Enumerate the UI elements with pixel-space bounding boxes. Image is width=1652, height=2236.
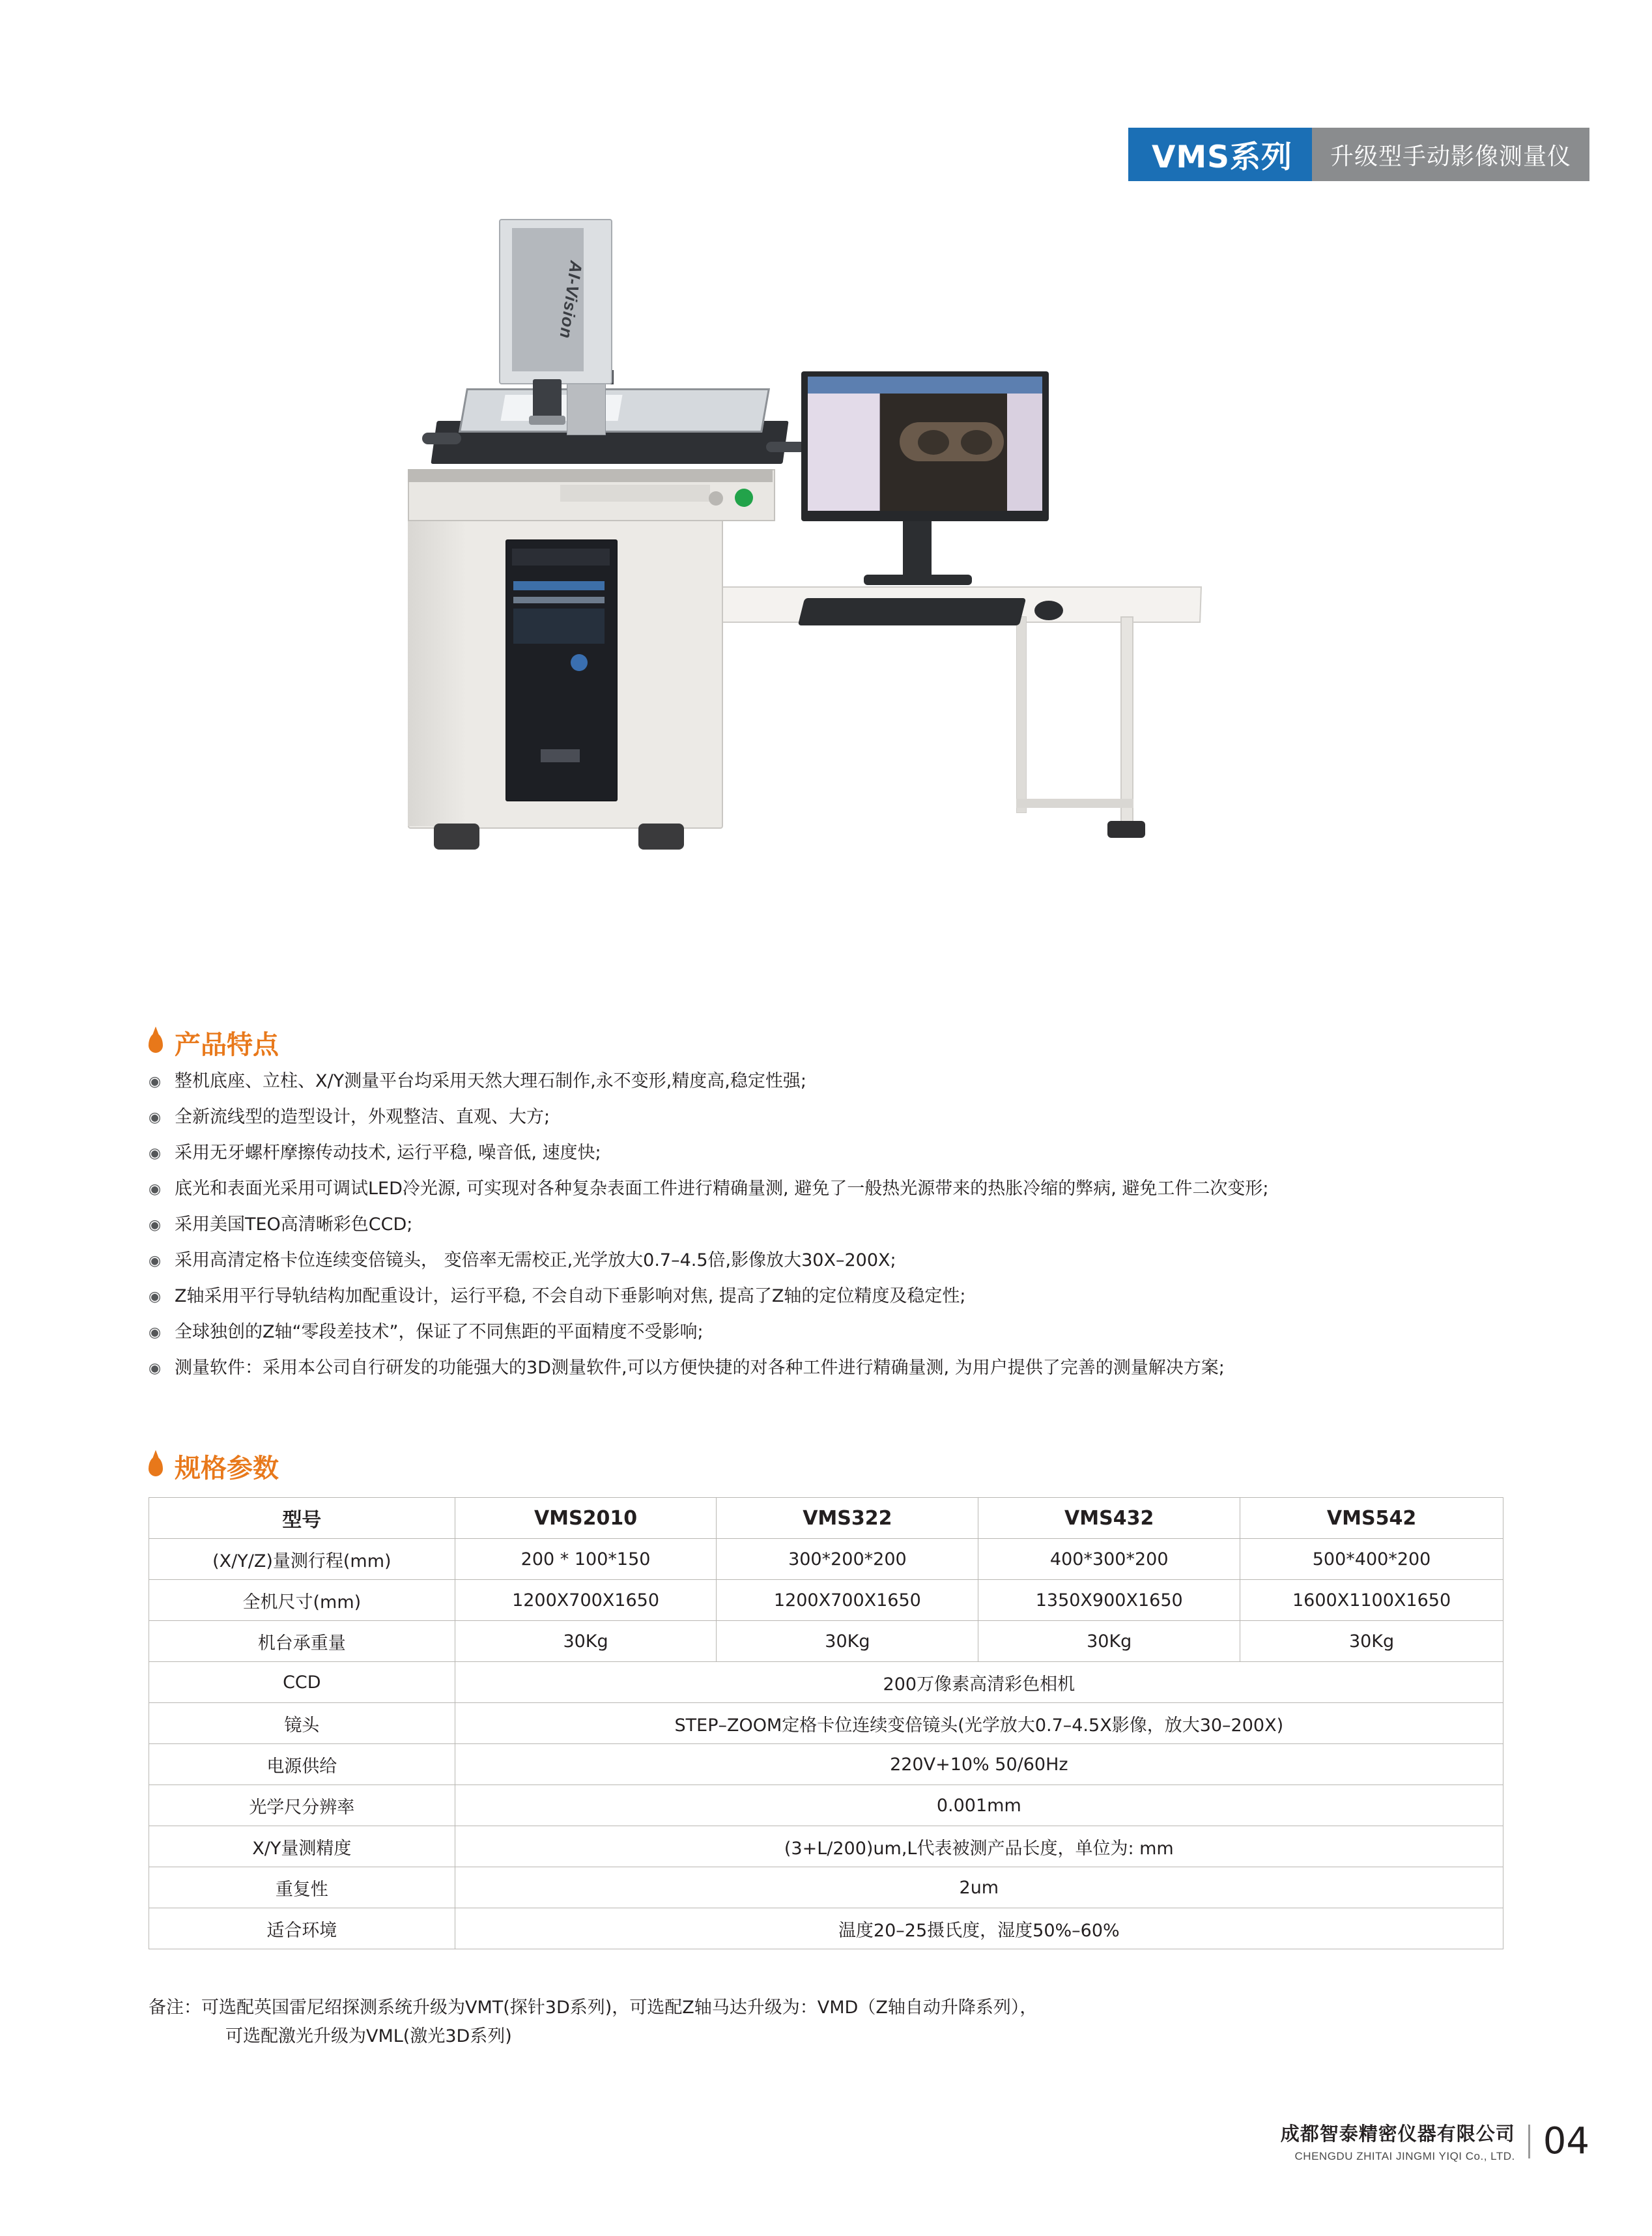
spec-note — [149, 1994, 1517, 2051]
machine-base-label — [560, 485, 710, 502]
cell-value: 220V+10% 50/60Hz — [455, 1744, 1503, 1785]
spec-note-line-2: 可选配激光升级为VML(激光3D系列) — [225, 2026, 512, 2046]
table-row — [149, 1621, 1503, 1662]
cell-value: 1350X900X1650 — [978, 1580, 1240, 1621]
cabinet-foot-right — [638, 824, 684, 850]
table-row — [149, 1826, 1503, 1867]
table-row — [149, 1867, 1503, 1908]
feature-text: Z轴采用平行导轨结构加配重设计，运行平稳, 不会自动下垂影响对焦, 提高了Z轴的定位精度及稳定性; — [175, 1286, 966, 1306]
feature-text: 底光和表面光采用可调试LED冷光源, 可实现对各种复杂表面工件进行精确量测, 避免了一般热光源带来的热胀冷缩的弊病, 避免工件二次变形; — [175, 1179, 1269, 1199]
pc-front-strip-2 — [513, 597, 605, 603]
machine-power-button — [735, 489, 753, 507]
product-photo — [352, 208, 1277, 951]
list-item — [149, 1212, 1530, 1238]
cell-value: 30Kg — [455, 1621, 717, 1662]
cell-value: 温度20–25摄氏度，湿度50%–60% — [455, 1908, 1503, 1949]
spec-note-line-1: 备注：可选配英国雷尼绍探测系统升级为VMT(探针3D系列)，可选配Z轴马达升级为：VMD（Z轴自动升降系列）， — [149, 1998, 1038, 2018]
row-label: 重复性 — [149, 1867, 455, 1908]
bullet-icon: ◉ — [149, 1181, 162, 1197]
machine-brand-text: AI-Vision — [556, 259, 586, 340]
table-row — [149, 1785, 1503, 1826]
spec-table — [149, 1497, 1503, 1949]
feature-text: 测量软件：采用本公司自行研发的功能强大的3D测量软件,可以方便快捷的对各种工件进行精确量测, 为用户提供了完善的测量解决方案; — [175, 1358, 1225, 1378]
table-row — [149, 1703, 1503, 1744]
droplet-icon — [149, 1033, 163, 1053]
list-item — [149, 1068, 1530, 1095]
cell-value: 30Kg — [978, 1621, 1240, 1662]
table-row — [149, 1580, 1503, 1621]
bullet-icon: ◉ — [149, 1288, 162, 1304]
cabinet-shading — [408, 513, 466, 826]
pc-front-strip — [513, 581, 605, 590]
pc-logo — [541, 749, 580, 762]
bullet-icon: ◉ — [149, 1145, 162, 1161]
lens-ring — [529, 416, 565, 425]
cell-value: 30Kg — [717, 1621, 978, 1662]
list-item — [149, 1355, 1530, 1381]
stage-handwheel-left — [422, 433, 461, 444]
desk-rail — [1016, 799, 1133, 808]
cell-value: 500*400*200 — [1240, 1539, 1503, 1580]
company-block — [1281, 2119, 1515, 2163]
pc-front-vent — [513, 609, 605, 644]
column-header: VMS322 — [717, 1498, 978, 1539]
features-section-heading — [149, 1024, 279, 1061]
software-body — [808, 394, 1042, 511]
cell-value: 200 * 100*150 — [455, 1539, 717, 1580]
list-item — [149, 1248, 1530, 1274]
row-label: 电源供给 — [149, 1744, 455, 1785]
list-item — [149, 1140, 1530, 1166]
list-item — [149, 1319, 1530, 1345]
software-image-view — [880, 394, 1007, 511]
software-right-panel — [1007, 394, 1042, 511]
desk-foot — [1107, 821, 1145, 838]
cell-value: 400*300*200 — [978, 1539, 1240, 1580]
bullet-icon: ◉ — [149, 1324, 162, 1340]
cabinet-foot-left — [434, 824, 479, 850]
footer-divider — [1528, 2125, 1530, 2158]
list-item — [149, 1283, 1530, 1310]
row-label: (X/Y/Z)量测行程(mm) — [149, 1539, 455, 1580]
monitor-screen — [808, 377, 1042, 511]
feature-text: 采用高清定格卡位连续变倍镜头， 变倍率无需校正,光学放大0.7–4.5倍,影像放大30X–200X; — [175, 1250, 896, 1270]
software-left-panel — [808, 394, 880, 511]
row-label: 适合环境 — [149, 1908, 455, 1949]
cell-value: 1600X1100X1650 — [1240, 1580, 1503, 1621]
feature-text: 采用美国TEO高清晰彩色CCD; — [175, 1214, 413, 1235]
desk-leg-inner — [1016, 616, 1027, 813]
table-row — [149, 1908, 1503, 1949]
bullet-icon: ◉ — [149, 1109, 162, 1125]
specs-section-heading — [149, 1448, 279, 1485]
list-item — [149, 1176, 1530, 1202]
workpiece-hole-right — [961, 430, 992, 455]
cell-value: 0.001mm — [455, 1785, 1503, 1826]
cell-value: 200万像素高清彩色相机 — [455, 1662, 1503, 1703]
cell-value: 1200X700X1650 — [455, 1580, 717, 1621]
series-title: VMS系列 — [1128, 128, 1312, 181]
droplet-icon — [149, 1457, 163, 1476]
specs-title: 规格参数 — [175, 1454, 279, 1484]
mouse — [1034, 601, 1063, 620]
features-title: 产品特点 — [175, 1030, 279, 1060]
table-row — [149, 1744, 1503, 1785]
table-row — [149, 1539, 1503, 1580]
row-label: 全机尺寸(mm) — [149, 1580, 455, 1621]
pc-drive-bay — [512, 549, 610, 566]
page-footer — [1281, 2119, 1589, 2163]
features-list — [149, 1068, 1530, 1391]
company-name-en: CHENGDU ZHITAI JINGMI YIQI Co., LTD. — [1294, 2150, 1515, 2162]
software-toolbar — [808, 377, 1042, 394]
machine-base-edge — [408, 469, 773, 482]
bullet-icon: ◉ — [149, 1216, 162, 1233]
bullet-icon: ◉ — [149, 1252, 162, 1268]
machine-button-gray — [709, 491, 723, 506]
table-row — [149, 1662, 1503, 1703]
feature-text: 全新流线型的造型设计，外观整洁、直观、大方; — [175, 1107, 550, 1127]
header-banner — [1128, 128, 1589, 181]
page-number: 04 — [1543, 2120, 1589, 2162]
company-name-cn: 成都智泰精密仪器有限公司 — [1280, 2123, 1515, 2145]
monitor-base — [864, 575, 972, 585]
list-item — [149, 1104, 1530, 1130]
desk-leg-outer — [1120, 616, 1133, 827]
row-label: 光学尺分辨率 — [149, 1785, 455, 1826]
column-header: VMS432 — [978, 1498, 1240, 1539]
feature-text: 采用无牙螺杆摩擦传动技术, 运行平稳, 噪音低, 速度快; — [175, 1143, 601, 1163]
row-label: CCD — [149, 1662, 455, 1703]
cell-value: (3+L/200)um,L代表被测产品长度，单位为: mm — [455, 1826, 1503, 1867]
cell-value: 300*200*200 — [717, 1539, 978, 1580]
row-label: 镜头 — [149, 1703, 455, 1744]
column-header: 型号 — [149, 1498, 455, 1539]
column-header: VMS542 — [1240, 1498, 1503, 1539]
feature-text: 整机底座、立柱、X/Y测量平台均采用天然大理石制作,永不变形,精度高,稳定性强; — [175, 1071, 806, 1091]
cell-value: 2um — [455, 1867, 1503, 1908]
cell-value: 30Kg — [1240, 1621, 1503, 1662]
monitor-stand — [903, 521, 932, 576]
feature-text: 全球独创的Z轴“零段差技术”，保证了不同焦距的平面精度不受影响; — [175, 1322, 704, 1342]
column-header: VMS2010 — [455, 1498, 717, 1539]
pc-power-button — [571, 654, 588, 671]
bullet-icon: ◉ — [149, 1360, 162, 1376]
bullet-icon: ◉ — [149, 1073, 162, 1089]
cell-value: 1200X700X1650 — [717, 1580, 978, 1621]
workpiece-hole-left — [918, 430, 949, 455]
spec-table-wrapper — [149, 1497, 1503, 1949]
row-label: 机台承重量 — [149, 1621, 455, 1662]
cell-value: STEP–ZOOM定格卡位连续变倍镜头(光学放大0.7–4.5X影像，放大30–200X) — [455, 1703, 1503, 1744]
table-header-row — [149, 1498, 1503, 1539]
row-label: X/Y量测精度 — [149, 1826, 455, 1867]
keyboard — [798, 598, 1026, 625]
series-subtitle: 升级型手动影像测量仪 — [1312, 128, 1589, 181]
